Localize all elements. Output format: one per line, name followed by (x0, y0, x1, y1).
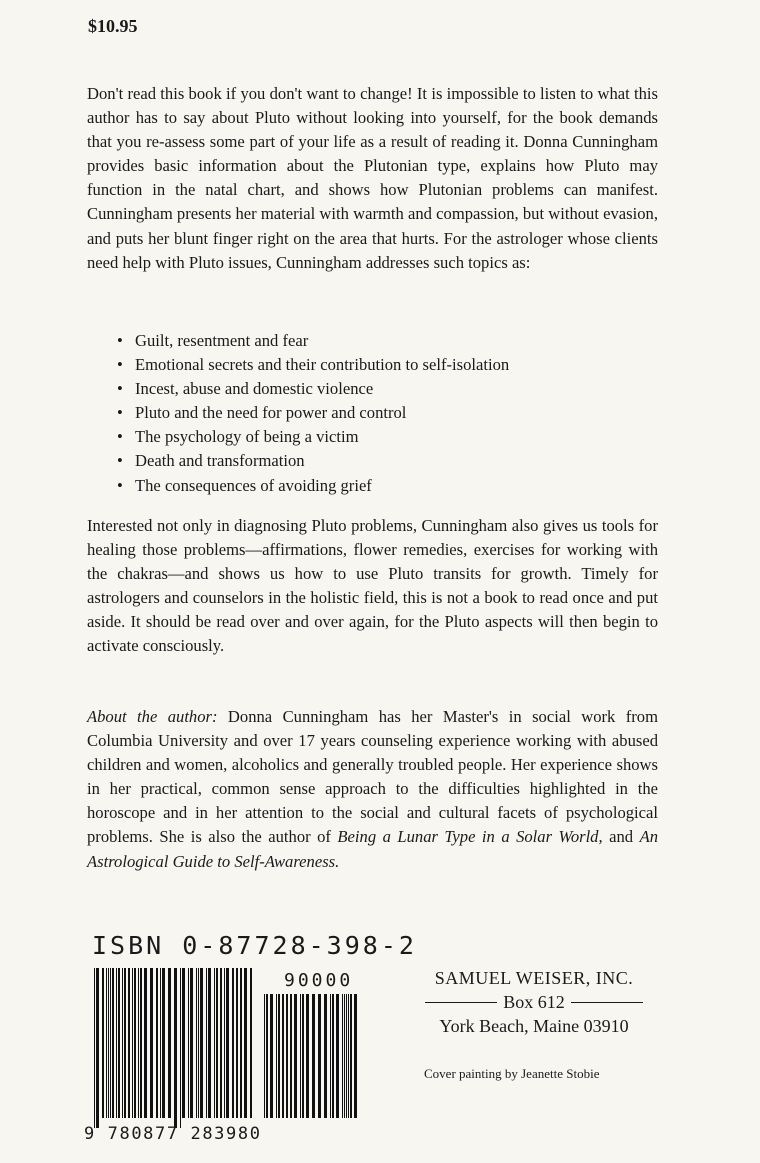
barcode-bar (108, 968, 109, 1118)
barcode-bar (318, 994, 321, 1118)
barcode-bar (132, 968, 133, 1118)
barcode-bar (300, 994, 301, 1118)
book-title: Being a Lunar Type in a Solar World, (337, 827, 603, 847)
barcode-bar (332, 994, 334, 1118)
bullet-icon: • (117, 379, 123, 399)
barcode-bar (116, 968, 117, 1118)
barcode-bar (112, 968, 114, 1118)
barcode-bar (264, 994, 265, 1118)
about-author-lead: About the author: (87, 707, 218, 726)
barcode-bar (128, 968, 130, 1118)
barcode-bar (106, 968, 107, 1118)
bullet-icon: • (117, 403, 123, 423)
addon-digits: 90000 (284, 970, 354, 991)
publisher-block (412, 966, 656, 1038)
barcode-bar (324, 994, 327, 1118)
barcode-bar (118, 968, 120, 1118)
divider (425, 1002, 497, 1003)
barcode-bar (220, 968, 222, 1118)
barcode-bar (250, 968, 252, 1118)
barcode-bar (236, 968, 238, 1118)
barcode-bar (336, 994, 339, 1118)
list-item: • Emotional secrets and their contribution to self-isolation (117, 353, 509, 377)
barcode-bar (312, 994, 315, 1118)
barcode-bar (150, 968, 153, 1118)
barcode-bar (122, 968, 123, 1118)
barcode-bar (270, 994, 273, 1118)
addon-barcode-bars (264, 994, 364, 1130)
ean-barcode-bars (94, 968, 258, 1130)
cover-credit: Cover painting by Jeanette Stobie (424, 1066, 600, 1081)
barcode-bar (330, 994, 331, 1118)
barcode-bar (294, 994, 297, 1118)
barcode-bar (216, 968, 218, 1118)
barcode-bar (344, 994, 345, 1118)
barcode-digits: 9 780877 283980 (84, 1124, 262, 1144)
barcode-bar (306, 994, 309, 1118)
publisher-box-line (412, 990, 656, 1014)
bullet-icon: • (117, 331, 123, 350)
bullet-icon: • (117, 355, 123, 375)
barcode-bar (134, 968, 136, 1118)
barcode-bar (124, 968, 126, 1118)
barcode-bar (110, 968, 111, 1118)
barcode-bar (196, 968, 197, 1118)
list-item: • Guilt, resentment and fear (117, 329, 509, 353)
barcode-bar (354, 994, 357, 1118)
bullet-icon: • (117, 475, 123, 495)
bullet-icon: • (117, 427, 123, 447)
list-item: • Death and transformation (117, 449, 509, 473)
barcode-bar (188, 968, 189, 1118)
divider (571, 1002, 643, 1003)
barcode-bar (198, 968, 199, 1118)
barcode-bar (208, 968, 211, 1118)
barcode-bar (232, 968, 234, 1118)
barcode-bar (350, 994, 352, 1118)
barcode-bar (302, 994, 304, 1118)
barcode-bar (144, 968, 147, 1118)
barcode-bar (160, 968, 161, 1118)
barcode-bar (140, 968, 142, 1118)
barcode-bar (342, 994, 343, 1118)
barcode-bar (266, 994, 268, 1118)
barcode-bar (96, 968, 99, 1128)
publisher-city: York Beach, Maine 03910 (439, 1016, 629, 1036)
publisher-name: SAMUEL WEISER, INC. (434, 968, 634, 988)
barcode-bar (102, 968, 104, 1118)
barcode-bar (348, 994, 349, 1118)
barcode-bar (168, 968, 171, 1118)
interest-paragraph: Interested not only in diagnosing Pluto problems, Cunningham also gives us tools for healing those problems—affirmations, flower remedies, exercises for working with the chakras—and shows us how to use Pluto transits for growth. Timely for astrologers and counselors in the holistic field, this is not a book to read once and put aside. It should be read over and over again, for the Pluto aspects will then begin to activate consciously. (87, 516, 658, 656)
barcode-bar (206, 968, 207, 1118)
list-item: • The psychology of being a victim (117, 425, 509, 449)
barcode-bar (276, 994, 277, 1118)
barcode-bar (286, 994, 288, 1118)
barcode-bar (174, 968, 177, 1128)
barcode-bar (180, 968, 181, 1128)
barcode-bar (214, 968, 215, 1118)
bullet-icon: • (117, 451, 123, 471)
barcode-bar (224, 968, 225, 1118)
barcode-bar (156, 968, 158, 1118)
list-item: • The consequences of avoiding grief (117, 474, 509, 498)
topics-list (117, 329, 509, 498)
isbn-label: ISBN 0-87728-398-2 (92, 931, 417, 960)
barcode-bar (346, 994, 347, 1118)
list-item: • Pluto and the need for power and control (117, 401, 509, 425)
barcode-bar (182, 968, 185, 1118)
book-title: An Astrological Guide to Self-Awareness. (87, 827, 658, 871)
barcode (84, 968, 374, 1148)
barcode-bar (278, 994, 280, 1118)
barcode-bar (190, 968, 193, 1118)
barcode-bar (290, 994, 292, 1118)
barcode-bar (226, 968, 229, 1118)
barcode-bar (200, 968, 203, 1118)
list-item: • Incest, abuse and domestic violence (117, 377, 509, 401)
barcode-bar (138, 968, 139, 1118)
intro-paragraph: Don't read this book if you don't want to change! It is impossible to listen to what this author has to say about Pluto without looking into yourself, for the book demands that you re-assess some part of your life as a result of reading it. Donna Cunningham provides basic information about the Plutonian type, explains how Pluto may function in the natal chart, and shows how Plutonian problems can manifest. Cunningham presents her material with warmth and compassion, but without evasion, and puts her blunt finger right on the area that hurts. For the astrologer whose clients need help with Pluto issues, Cunningham addresses such topics as: (87, 84, 658, 272)
barcode-bar (282, 994, 284, 1118)
barcode-bar (240, 968, 242, 1118)
publisher-box: Box 612 (503, 992, 565, 1012)
barcode-bar (94, 968, 95, 1128)
about-author-paragraph: About the author: Donna Cunningham has her Master's in social work from Columbia University and over 17 years counseling experience working with abused children and women, alcoholics and generally troubled people. Her experience shows in her practical, common sense approach to the difficulties highlighted in the horoscope and in her attention to the social and cultural facets of psychological problems. She is also the author of Being a Lunar Type in a Solar World, and An Astrological Guide to Self-Awareness. (87, 707, 658, 871)
price-label: $10.95 (88, 16, 138, 36)
barcode-bar (244, 968, 247, 1118)
barcode-bar (162, 968, 165, 1118)
